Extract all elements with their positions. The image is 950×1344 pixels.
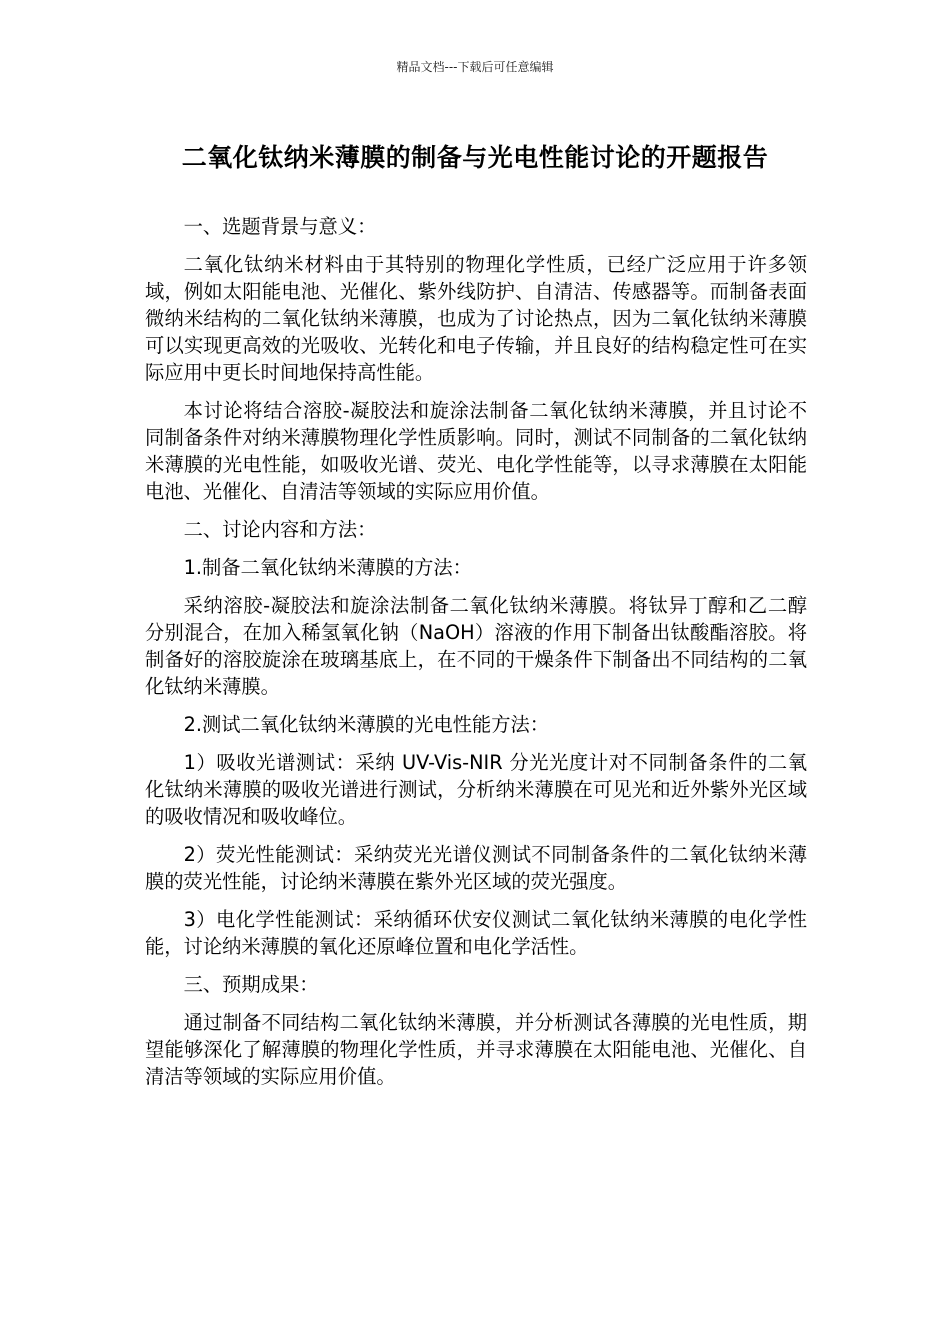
document-body <box>145 213 807 1101</box>
section-heading-background: 一、选题背景与意义： <box>183 215 377 238</box>
list-item-electrochemical-test: 3）电化学性能测试：采纳循环伏安仪测试二氧化钛纳米薄膜的电化学性能，讨论纳米薄膜的氧化还原峰位置和电化学活性。 <box>145 908 807 958</box>
subheading-testing: 2.测试二氧化钛纳米薄膜的光电性能方法： <box>183 713 550 736</box>
subheading-preparation: 1.制备二氧化钛纳米薄膜的方法： <box>183 556 472 579</box>
document-title: 二氧化钛纳米薄膜的制备与光电性能讨论的开题报告 <box>181 143 769 172</box>
section-heading-methods: 二、讨论内容和方法： <box>183 518 377 541</box>
paragraph-background-2: 本讨论将结合溶胶-凝胶法和旋涂法制备二氧化钛纳米薄膜，并且讨论不同制备条件对纳米薄膜物理化学性质影响。同时，测试不同制备的二氧化钛纳米薄膜的光电性能，如吸收光谱、荧光、电化学性能等，以寻求薄膜在太阳能电池、光催化、自清洁等领域的实际应用价值。 <box>145 399 807 503</box>
list-item-absorption-test: 1）吸收光谱测试：采纳 UV-Vis-NIR 分光光度计对不同制备条件的二氧化钛纳米薄膜的吸收光谱进行测试，分析纳米薄膜在可见光和近外紫外光区域的吸收情况和吸收峰位。 <box>145 751 807 828</box>
section-heading-expected-results: 三、预期成果： <box>183 973 319 996</box>
paragraph-background-1: 二氧化钛纳米材料由于其特别的物理化学性质，已经广泛应用于许多领域，例如太阳能电池、光催化、紫外线防护、自清洁、传感器等。而制备表面微纳米结构的二氧化钛纳米薄膜，也成为了讨论热点，因为二氧化钛纳米薄膜可以实现更高效的光吸收、光转化和电子传输，并且良好的结构稳定性可在实际应用中更长时间地保持高性能。 <box>145 253 807 384</box>
paragraph-expected-results: 通过制备不同结构二氧化钛纳米薄膜，并分析测试各薄膜的光电性质，期望能够深化了解薄膜的物理化学性质，并寻求薄膜在太阳能电池、光催化、自清洁等领域的实际应用价值。 <box>145 1011 807 1088</box>
header-note: 精品文档---下载后可任意编辑 <box>396 60 554 74</box>
paragraph-preparation: 采纳溶胶-凝胶法和旋涂法制备二氧化钛纳米薄膜。将钛异丁醇和乙二醇分别混合，在加入稀氢氧化钠（NaOH）溶液的作用下制备出钛酸酯溶胶。将制备好的溶胶旋涂在玻璃基底上，在不同的干燥条件下制备出不同结构的二氧化钛纳米薄膜。 <box>145 594 807 698</box>
list-item-fluorescence-test: 2）荧光性能测试：采纳荧光光谱仪测试不同制备条件的二氧化钛纳米薄膜的荧光性能，讨论纳米薄膜在紫外光区域的荧光强度。 <box>145 843 807 893</box>
